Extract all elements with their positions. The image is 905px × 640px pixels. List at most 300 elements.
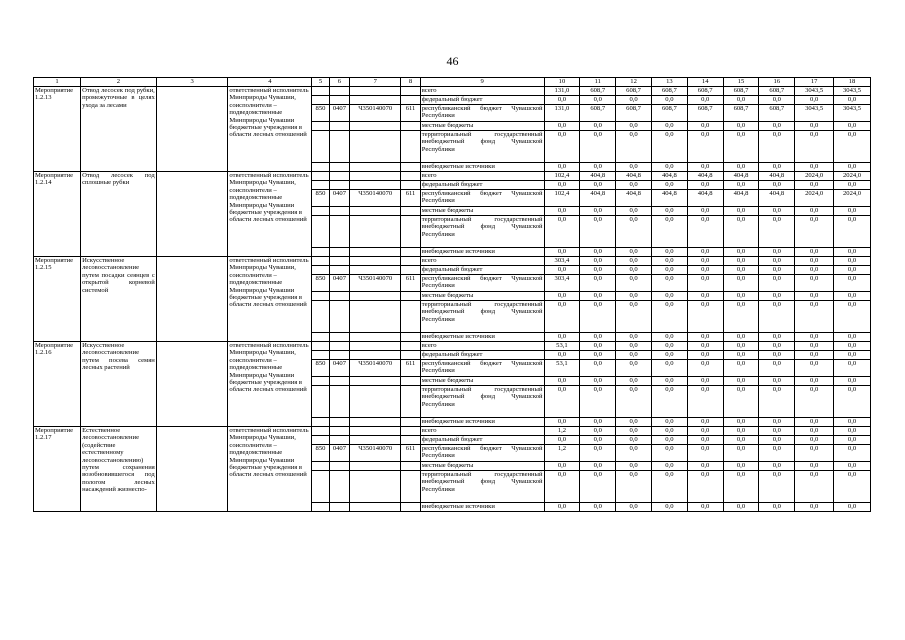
header-cell: 7 (350, 78, 401, 87)
empty-cell (401, 248, 420, 257)
value-cell: 0,0 (544, 207, 580, 216)
value-cell: 303,4 (544, 275, 580, 292)
funding-source-label: федеральный бюджет (420, 266, 544, 275)
activity-id: Мероприятие 1.2.17 (34, 427, 81, 512)
value-cell: 2024,0 (795, 190, 834, 207)
value-cell: 0,0 (651, 131, 687, 163)
value-cell: 0,0 (723, 163, 759, 172)
value-cell: 0,0 (580, 248, 616, 257)
value-cell: 0,0 (759, 257, 795, 266)
empty-cell (312, 207, 329, 216)
value-cell: 0,0 (795, 386, 834, 418)
value-cell: 0,0 (723, 351, 759, 360)
value-cell: 0,0 (616, 96, 652, 105)
value-cell: 0,0 (580, 266, 616, 275)
empty-cell (312, 342, 329, 351)
value-cell: 0,0 (795, 292, 834, 301)
empty-cell (350, 471, 401, 503)
funding-source-label: территориальный государственный внебюджетный фонд Чувашской Республики (420, 131, 544, 163)
empty-cell (329, 248, 349, 257)
empty-cell (350, 216, 401, 248)
value-cell: 0,0 (544, 377, 580, 386)
funding-source-label: федеральный бюджет (420, 96, 544, 105)
value-cell: 0,0 (723, 122, 759, 131)
value-cell: 0,0 (580, 427, 616, 436)
value-cell: 0,0 (580, 351, 616, 360)
value-cell: 0,0 (580, 181, 616, 190)
code-vr: 611 (401, 105, 420, 122)
value-cell: 0,0 (759, 418, 795, 427)
empty-cell (312, 257, 329, 266)
code-grbs: 850 (312, 445, 329, 462)
funding-source-label: территориальный государственный внебюджетный фонд Чувашской Республики (420, 216, 544, 248)
empty-cell (350, 436, 401, 445)
empty-cell (401, 342, 420, 351)
value-cell: 0,0 (759, 471, 795, 503)
value-cell: 0,0 (795, 207, 834, 216)
value-cell: 0,0 (795, 163, 834, 172)
code-rzpr: 0407 (329, 360, 349, 377)
value-cell: 0,0 (544, 122, 580, 131)
value-cell: 0,0 (759, 342, 795, 351)
value-cell: 0,0 (651, 301, 687, 333)
empty-cell (350, 386, 401, 418)
value-cell: 608,7 (651, 105, 687, 122)
value-cell: 0,0 (544, 503, 580, 512)
value-cell: 0,0 (759, 181, 795, 190)
value-cell: 0,0 (544, 462, 580, 471)
value-cell: 0,0 (687, 471, 723, 503)
value-cell: 0,0 (544, 248, 580, 257)
responsible-executor: ответственный исполнитель Минприроды Чувашии, соисполнители – подведомственные Минприроды Чувашии бюджетные учреждения в области лесных отношений (228, 172, 312, 257)
value-cell: 0,0 (580, 377, 616, 386)
funding-source-label: всего (420, 87, 544, 96)
empty-cell (350, 292, 401, 301)
code-vr: 611 (401, 190, 420, 207)
value-cell: 0,0 (687, 248, 723, 257)
header-cell: 18 (834, 78, 871, 87)
empty-cell (350, 172, 401, 181)
value-cell: 0,0 (723, 333, 759, 342)
activity-id: Мероприятие 1.2.14 (34, 172, 81, 257)
value-cell: 3043,5 (795, 87, 834, 96)
empty-cell (401, 462, 420, 471)
value-cell: 0,0 (616, 386, 652, 418)
funding-source-label: республиканский бюджет Чувашской Республики (420, 275, 544, 292)
empty-cell (329, 418, 349, 427)
value-cell: 0,0 (616, 333, 652, 342)
code-vr: 611 (401, 360, 420, 377)
value-cell: 0,0 (795, 503, 834, 512)
value-cell: 0,0 (795, 445, 834, 462)
value-cell: 0,0 (795, 275, 834, 292)
empty-cell (350, 131, 401, 163)
value-cell: 0,0 (651, 386, 687, 418)
value-cell: 0,0 (759, 131, 795, 163)
empty-cell (312, 333, 329, 342)
value-cell: 404,8 (687, 190, 723, 207)
value-cell: 0,0 (834, 427, 871, 436)
value-cell: 0,0 (651, 248, 687, 257)
activity-id: Мероприятие 1.2.15 (34, 257, 81, 342)
value-cell: 0,0 (687, 257, 723, 266)
empty-cell (329, 207, 349, 216)
value-cell: 0,0 (544, 333, 580, 342)
empty-cell (350, 301, 401, 333)
value-cell: 0,0 (580, 386, 616, 418)
empty-cell (350, 257, 401, 266)
empty-cell (329, 386, 349, 418)
value-cell: 0,0 (723, 181, 759, 190)
value-cell: 0,0 (687, 163, 723, 172)
value-cell: 0,0 (580, 301, 616, 333)
value-cell: 0,0 (759, 96, 795, 105)
value-cell: 0,0 (544, 471, 580, 503)
empty-cell (329, 377, 349, 386)
value-cell: 0,0 (687, 462, 723, 471)
value-cell: 0,0 (834, 181, 871, 190)
funding-source-label: республиканский бюджет Чувашской Республики (420, 190, 544, 207)
value-cell: 0,0 (687, 96, 723, 105)
empty-cell (401, 172, 420, 181)
value-cell: 0,0 (651, 377, 687, 386)
empty-cell (401, 503, 420, 512)
empty-cell (350, 427, 401, 436)
empty-cell (401, 301, 420, 333)
empty-cell (312, 96, 329, 105)
value-cell: 0,0 (544, 181, 580, 190)
value-cell: 0,0 (651, 351, 687, 360)
value-cell: 0,0 (723, 377, 759, 386)
empty-cell (401, 427, 420, 436)
empty-cell (329, 87, 349, 96)
value-cell: 0,0 (616, 471, 652, 503)
value-cell: 0,0 (580, 436, 616, 445)
value-cell: 0,0 (723, 386, 759, 418)
value-cell: 0,0 (834, 342, 871, 351)
value-cell: 0,0 (795, 248, 834, 257)
empty-cell (401, 377, 420, 386)
value-cell: 404,8 (723, 172, 759, 181)
value-cell: 404,8 (759, 172, 795, 181)
value-cell: 404,8 (580, 190, 616, 207)
activity-name: Отвод лесосек под рубки, промежуточные в целях ухода за лесами (81, 87, 157, 172)
value-cell: 0,0 (759, 248, 795, 257)
value-cell: 0,0 (616, 216, 652, 248)
value-cell: 0,0 (687, 436, 723, 445)
value-cell: 0,0 (834, 122, 871, 131)
value-cell: 608,7 (651, 87, 687, 96)
funding-source-label: всего (420, 342, 544, 351)
empty-cell (329, 131, 349, 163)
empty-cell (329, 172, 349, 181)
value-cell: 0,0 (723, 257, 759, 266)
empty-cell (401, 436, 420, 445)
value-cell: 0,0 (723, 342, 759, 351)
value-cell: 0,0 (616, 436, 652, 445)
empty-cell (401, 257, 420, 266)
value-cell: 404,8 (580, 172, 616, 181)
value-cell: 608,7 (759, 87, 795, 96)
header-cell: 1 (34, 78, 81, 87)
funding-source-label: внебюджетные источники (420, 163, 544, 172)
code-rzpr: 0407 (329, 445, 349, 462)
table-row (34, 87, 871, 96)
header-cell: 3 (156, 78, 228, 87)
header-cell: 4 (228, 78, 312, 87)
value-cell: 0,0 (651, 207, 687, 216)
value-cell: 0,0 (795, 377, 834, 386)
value-cell: 0,0 (580, 207, 616, 216)
funding-source-label: всего (420, 427, 544, 436)
header-cell: 9 (420, 78, 544, 87)
value-cell: 0,0 (580, 257, 616, 266)
empty-cell (401, 96, 420, 105)
value-cell: 608,7 (723, 87, 759, 96)
value-cell: 0,0 (759, 386, 795, 418)
value-cell: 0,0 (544, 418, 580, 427)
value-cell: 0,0 (759, 351, 795, 360)
value-cell: 0,0 (616, 257, 652, 266)
empty-cell (329, 436, 349, 445)
value-cell: 404,8 (723, 190, 759, 207)
value-cell: 0,0 (580, 275, 616, 292)
funding-source-label: республиканский бюджет Чувашской Республики (420, 360, 544, 377)
value-cell: 0,0 (834, 333, 871, 342)
value-cell: 0,0 (580, 445, 616, 462)
value-cell: 0,0 (580, 360, 616, 377)
code-csr: Ч350140070 (350, 190, 401, 207)
value-cell: 404,8 (616, 190, 652, 207)
value-cell: 0,0 (834, 131, 871, 163)
empty-cell (156, 427, 228, 512)
empty-cell (156, 257, 228, 342)
empty-cell (329, 462, 349, 471)
empty-cell (329, 427, 349, 436)
empty-cell (401, 266, 420, 275)
value-cell: 0,0 (687, 333, 723, 342)
empty-cell (312, 172, 329, 181)
empty-cell (312, 471, 329, 503)
empty-cell (350, 418, 401, 427)
value-cell: 0,0 (834, 445, 871, 462)
value-cell: 0,0 (616, 207, 652, 216)
value-cell: 0,0 (795, 122, 834, 131)
empty-cell (329, 257, 349, 266)
value-cell: 0,0 (687, 351, 723, 360)
value-cell: 1,2 (544, 427, 580, 436)
value-cell: 0,0 (651, 436, 687, 445)
value-cell: 0,0 (616, 181, 652, 190)
value-cell: 0,0 (616, 248, 652, 257)
value-cell: 0,0 (795, 131, 834, 163)
value-cell: 0,0 (616, 351, 652, 360)
value-cell: 0,0 (759, 436, 795, 445)
value-cell: 0,0 (759, 275, 795, 292)
value-cell: 0,0 (687, 181, 723, 190)
value-cell: 0,0 (616, 418, 652, 427)
empty-cell (401, 418, 420, 427)
value-cell: 0,0 (651, 462, 687, 471)
empty-cell (329, 122, 349, 131)
value-cell: 0,0 (651, 503, 687, 512)
header-row (34, 78, 871, 87)
value-cell: 608,7 (759, 105, 795, 122)
header-cell: 16 (759, 78, 795, 87)
value-cell: 0,0 (651, 445, 687, 462)
value-cell: 0,0 (795, 436, 834, 445)
empty-cell (350, 87, 401, 96)
header-cell: 8 (401, 78, 420, 87)
empty-cell (401, 216, 420, 248)
value-cell: 0,0 (723, 275, 759, 292)
empty-cell (156, 87, 228, 172)
code-rzpr: 0407 (329, 275, 349, 292)
empty-cell (156, 342, 228, 427)
header-cell: 13 (651, 78, 687, 87)
value-cell: 0,0 (651, 360, 687, 377)
value-cell: 0,0 (616, 445, 652, 462)
value-cell: 3043,5 (834, 87, 871, 96)
funding-source-label: территориальный государственный внебюджетный фонд Чувашской Республики (420, 386, 544, 418)
header-cell: 12 (616, 78, 652, 87)
empty-cell (329, 163, 349, 172)
value-cell: 0,0 (723, 207, 759, 216)
value-cell: 0,0 (834, 207, 871, 216)
value-cell: 0,0 (580, 333, 616, 342)
empty-cell (350, 163, 401, 172)
value-cell: 0,0 (687, 216, 723, 248)
value-cell: 0,0 (544, 386, 580, 418)
funding-source-label: местные бюджеты (420, 122, 544, 131)
empty-cell (401, 122, 420, 131)
value-cell: 0,0 (616, 292, 652, 301)
empty-cell (312, 292, 329, 301)
value-cell: 0,0 (723, 436, 759, 445)
funding-source-label: республиканский бюджет Чувашской Республики (420, 445, 544, 462)
value-cell: 404,8 (616, 172, 652, 181)
page-number: 46 (446, 54, 459, 68)
activity-id: Мероприятие 1.2.13 (34, 87, 81, 172)
empty-cell (350, 207, 401, 216)
empty-cell (401, 207, 420, 216)
table-row (34, 257, 871, 266)
value-cell: 0,0 (759, 216, 795, 248)
value-cell: 0,0 (544, 163, 580, 172)
value-cell: 404,8 (687, 172, 723, 181)
value-cell: 0,0 (544, 96, 580, 105)
code-csr: Ч350140070 (350, 360, 401, 377)
value-cell: 0,0 (544, 266, 580, 275)
value-cell: 0,0 (651, 427, 687, 436)
value-cell: 0,0 (616, 462, 652, 471)
activity-name: Естественное лесовосстановление (содействие естественному лесовосстановлению) путем сохранения возобновившегося под пологом лесных насаждений жизнеспо- (81, 427, 157, 512)
value-cell: 0,0 (834, 96, 871, 105)
empty-cell (350, 462, 401, 471)
value-cell: 0,0 (580, 163, 616, 172)
empty-cell (312, 377, 329, 386)
value-cell: 0,0 (795, 351, 834, 360)
value-cell: 0,0 (651, 292, 687, 301)
value-cell: 0,0 (544, 216, 580, 248)
value-cell: 0,0 (580, 216, 616, 248)
empty-cell (329, 301, 349, 333)
header-cell: 2 (81, 78, 157, 87)
empty-cell (401, 181, 420, 190)
value-cell: 131,0 (544, 87, 580, 96)
empty-cell (312, 436, 329, 445)
empty-cell (329, 96, 349, 105)
value-cell: 608,7 (723, 105, 759, 122)
empty-cell (329, 216, 349, 248)
value-cell: 608,7 (580, 87, 616, 96)
value-cell: 0,0 (616, 163, 652, 172)
empty-cell (401, 87, 420, 96)
value-cell: 0,0 (616, 275, 652, 292)
value-cell: 0,0 (834, 301, 871, 333)
value-cell: 0,0 (651, 181, 687, 190)
value-cell: 0,0 (687, 275, 723, 292)
empty-cell (312, 418, 329, 427)
value-cell: 0,0 (834, 266, 871, 275)
empty-cell (312, 266, 329, 275)
empty-cell (329, 333, 349, 342)
value-cell: 0,0 (616, 301, 652, 333)
value-cell: 608,7 (687, 87, 723, 96)
empty-cell (312, 122, 329, 131)
value-cell: 1,2 (544, 445, 580, 462)
empty-cell (312, 248, 329, 257)
value-cell: 0,0 (759, 462, 795, 471)
value-cell: 0,0 (795, 257, 834, 266)
empty-cell (329, 266, 349, 275)
value-cell: 608,7 (616, 87, 652, 96)
empty-cell (312, 87, 329, 96)
code-rzpr: 0407 (329, 190, 349, 207)
code-rzpr: 0407 (329, 105, 349, 122)
value-cell: 0,0 (759, 503, 795, 512)
value-cell: 0,0 (687, 207, 723, 216)
value-cell: 0,0 (759, 163, 795, 172)
value-cell: 0,0 (723, 418, 759, 427)
value-cell: 0,0 (759, 301, 795, 333)
value-cell: 0,0 (795, 418, 834, 427)
value-cell: 303,4 (544, 257, 580, 266)
value-cell: 0,0 (759, 360, 795, 377)
value-cell: 0,0 (687, 386, 723, 418)
value-cell: 0,0 (687, 427, 723, 436)
value-cell: 0,0 (795, 471, 834, 503)
value-cell: 0,0 (687, 301, 723, 333)
activity-name: Искусственное лесовосстановление путем посева семян лесных растений (81, 342, 157, 427)
empty-cell (350, 122, 401, 131)
value-cell: 0,0 (795, 462, 834, 471)
value-cell: 0,0 (795, 342, 834, 351)
code-grbs: 850 (312, 190, 329, 207)
empty-cell (350, 333, 401, 342)
value-cell: 0,0 (687, 503, 723, 512)
value-cell: 0,0 (687, 360, 723, 377)
header-cell: 6 (329, 78, 349, 87)
value-cell: 608,7 (580, 105, 616, 122)
value-cell: 0,0 (723, 503, 759, 512)
value-cell: 0,0 (759, 122, 795, 131)
value-cell: 0,0 (651, 257, 687, 266)
empty-cell (401, 333, 420, 342)
funding-source-label: федеральный бюджет (420, 436, 544, 445)
value-cell: 0,0 (723, 216, 759, 248)
empty-cell (329, 351, 349, 360)
